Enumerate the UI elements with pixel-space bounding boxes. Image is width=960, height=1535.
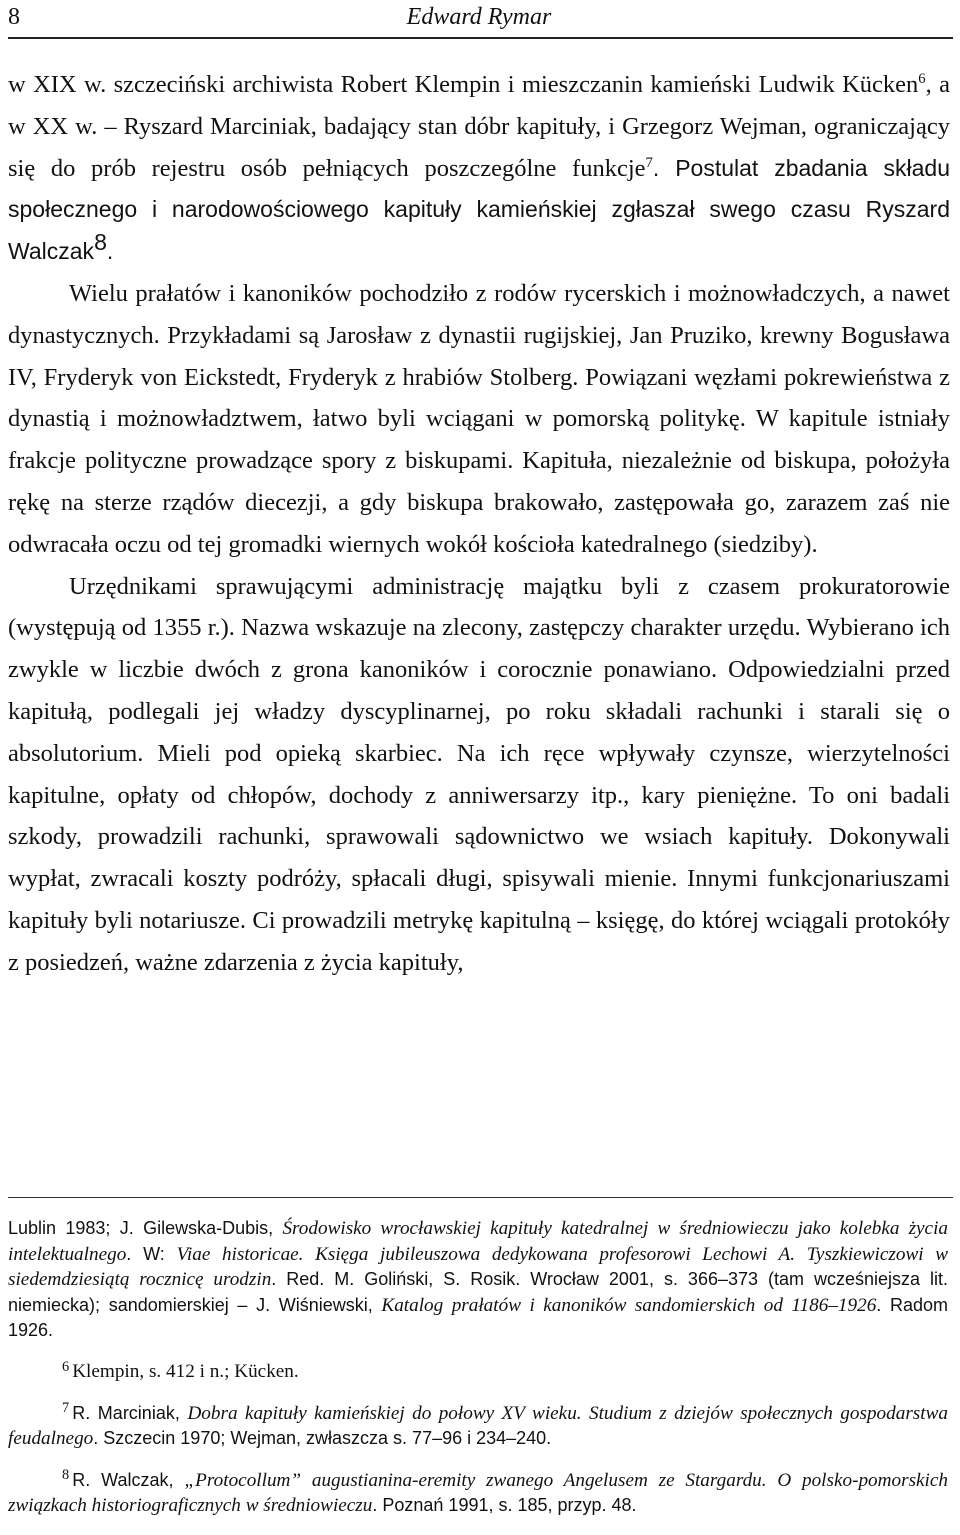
footnote-8-title: „Protocollum” augustianina-eremity zwanego Angelusem ze Stargardu. O polsko-pomorskich związkach historiograficznych w średniowieczu — [8, 1469, 948, 1517]
header-rule — [8, 37, 953, 39]
paragraph-1-text-a: w XIX w. szczeciński archiwista Robert Klempin i mieszczanin kamieński Ludwik Kücken — [8, 71, 919, 98]
running-head — [8, 2, 950, 32]
footnote-cont-title-2: Viae historicae. Księga jubileuszowa dedykowana profesorowi Lechowi A. Tyszkiewiczowi w siedemdziesiątą rocznicę urodzin — [8, 1243, 948, 1291]
footnote-7-title: Dobra kapituły kamieńskiej do połowy XV wieku. Studium z dziejów społecznych gospodarstwa feudalnego — [8, 1402, 948, 1450]
footnote-cont-title-1: Środowisko wrocławskiej kapituły katedralnej w średniowieczu jako kolebka życia intelektualnego — [8, 1218, 948, 1265]
footnote-rule — [8, 1197, 953, 1198]
page-number: 8 — [8, 4, 20, 30]
paragraph-1 — [8, 64, 950, 273]
paragraph-2: Wielu prałatów i kanoników pochodziło z rodów rycerskich i możnowładczych, a nawet dynastycznych. Przykładami są Jarosław z dynastii rugijskiej, Jan Pruziko, krewny Bogusława IV, Fryderyk von Eickstedt, Fryderyk z hrabiów Stolberg. Powiązani węzłami pokrewieństwa z dynastią i możnowładztwem, łatwo byli wciągani w pomorską politykę. W kapitule istniały frakcje polityczne prowadzące spory z biskupami. Kapituła, niezależnie od biskupa, położyła rękę na sterze rządów diecezji, a gdy biskupa brakowało, zastępowała go, zarazem zaś nie odwracała oczu od tej gromadki wiernych wokół kościoła katedralnego (siedziby). — [8, 279, 950, 558]
paragraph-3: Urzędnikami sprawującymi administrację majątku byli z czasem prokuratorowie (występują od 1355 r.). Nazwa wskazuje na zlecony, zastępczy charakter urzędu. Wybierano ich zwykle w liczbie dwóch z grona kanoników i corocznie ponawiano. Odpowiedzialni przed kapitułą, podlegali jej władzy dyscyplinarnej, po roku składali rachunki i starali się o absolutorium. Mieli pod opieką skarbiec. Na ich ręce wpływały czynsze, wierzytelności kapitulne, opłaty od chłopów, dochody z anniwersarzy itp., kary pieniężne. To oni badali szkody, prowadzili rachunki, sprawowali sądownictwo we wsiach kapituły. Dokonywali wypłat, zwracali koszty podróży, spłacali długi, spisywali mienie. Innymi funkcjonariuszami kapituły byli notariusze. Ci prowadzili metrykę kapitulną – księgę, do której wciągali protokóły z posiedzeń, ważne zdarzenia z życia kapituły, — [8, 572, 950, 976]
footnote-8-rest: . Poznań 1991, s. 185, przyp. 48. — [372, 1495, 637, 1516]
footnote-ref-6: 6 — [918, 70, 926, 87]
footnote-cont-text-g: . Radom 1926. — [8, 1294, 948, 1341]
footnote-7 — [8, 1401, 948, 1452]
footnote-7-rest: . Szczecin 1970; Wejman, zwłaszcza s. 77–96 i 234–240. — [93, 1428, 552, 1449]
footnote-continuation — [8, 1216, 948, 1344]
footnote-8-author: R. Walczak, — [72, 1469, 185, 1490]
footnotes — [8, 1216, 948, 1535]
footnote-6-mark: 6 — [62, 1358, 70, 1375]
paragraph-1-text-end: . — [106, 238, 114, 265]
footnote-6 — [8, 1360, 948, 1385]
footnote-7-author: R. Marciniak, — [72, 1402, 188, 1423]
paragraph-1-text-c: . Postulat zbadania składu społecznego i narodowościowego kapituły kamieńskiej zgłaszał swego czasu Ryszard Walczak — [8, 154, 950, 265]
footnote-8-mark: 8 — [62, 1467, 70, 1484]
footnote-cont-text-a: Lublin 1983; J. Gilewska-Dubis, — [8, 1218, 283, 1238]
footnote-ref-8: 8 — [94, 229, 107, 256]
footnote-cont-title-3: Katalog prałatów i kanoników sandomierskich od 1186–1926 — [381, 1294, 877, 1316]
main-text — [8, 64, 950, 984]
running-title: Edward Rymar — [406, 4, 552, 30]
footnote-cont-text-c: . W: — [126, 1243, 177, 1264]
footnote-8 — [8, 1468, 948, 1519]
paragraph-1-text-b: , a w XX w. – Ryszard Marciniak, badający stan dóbr kapituły, i Grzegorz Wejman, ograniczający się do prób rejestru osób pełniących poszczególne funkcje — [8, 71, 950, 182]
footnote-6-text: Klempin, s. 412 i n.; Kücken. — [72, 1360, 299, 1382]
footnote-7-mark: 7 — [62, 1400, 70, 1417]
footnote-cont-text-e: . Red. M. Goliński, S. Rosik. Wrocław 2001, s. 366–373 (tam wcześniejsza lit. niemiecka); sandomierskiej – J. Wiśniewski, — [8, 1269, 949, 1315]
footnote-ref-7: 7 — [645, 154, 653, 171]
